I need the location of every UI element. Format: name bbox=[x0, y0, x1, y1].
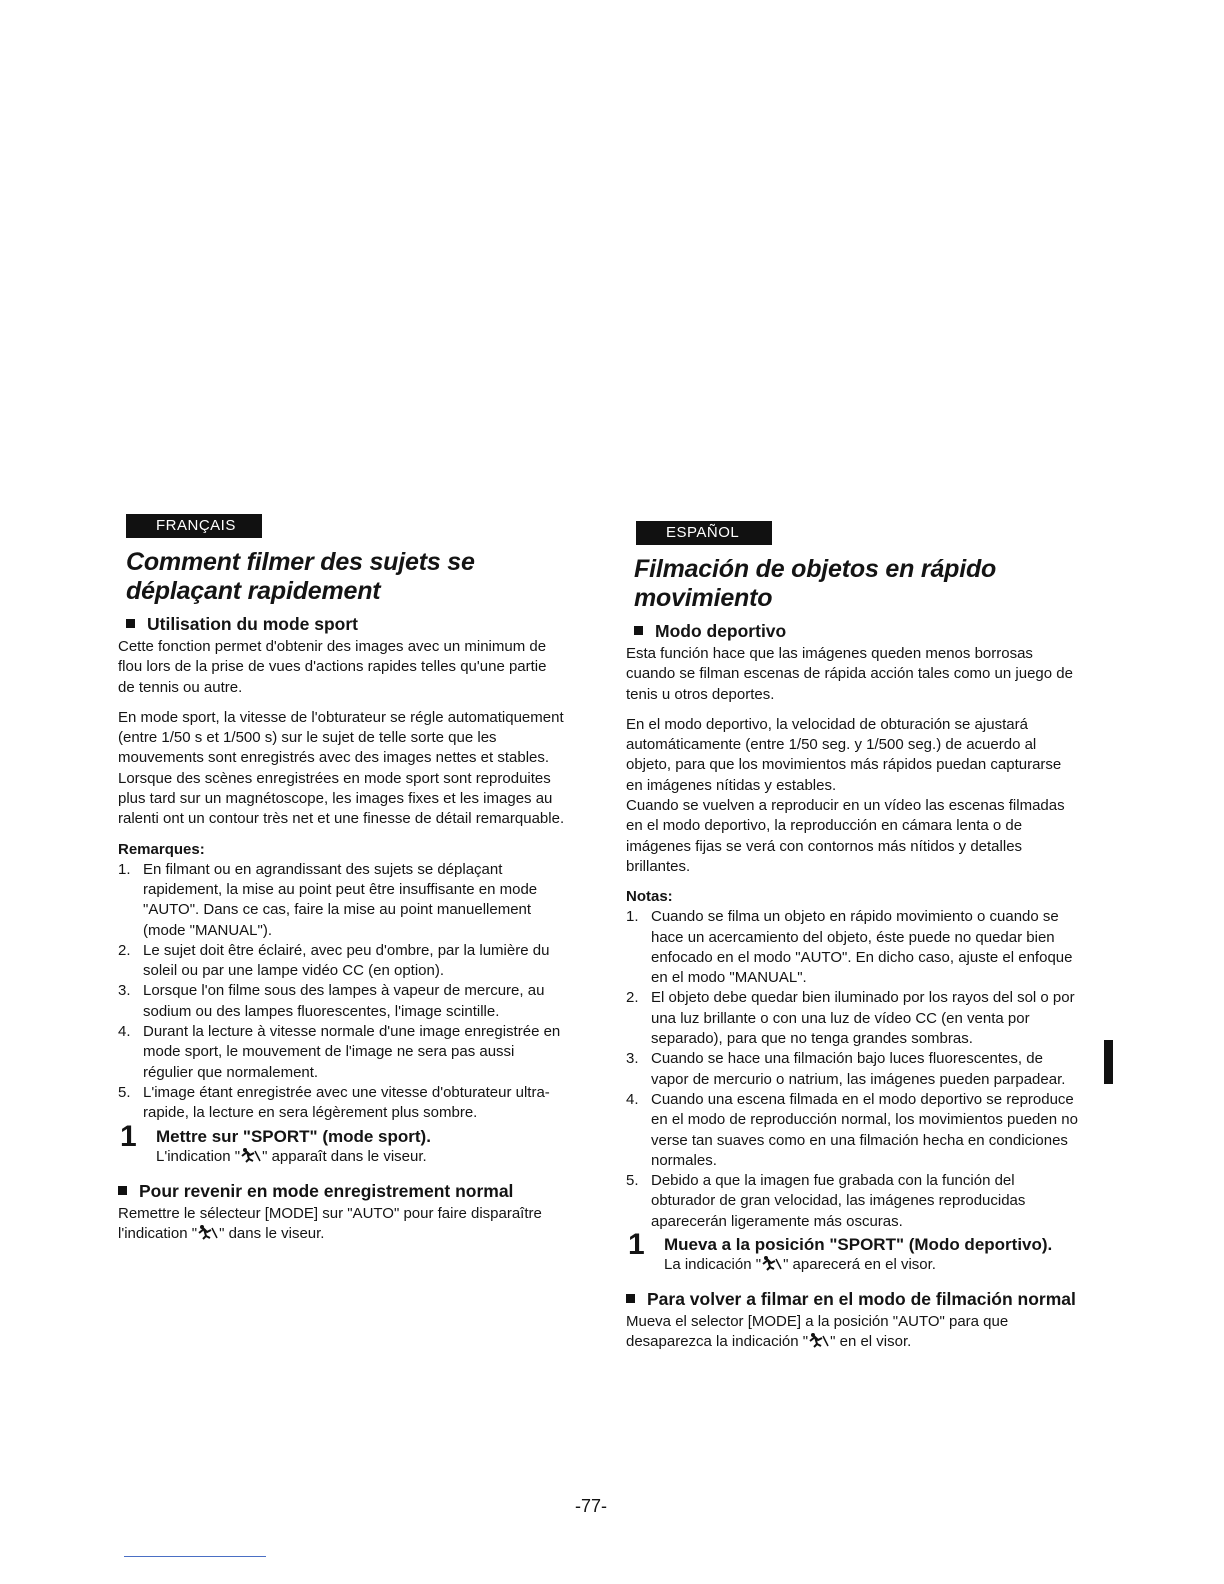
step-subtext: L'indication " " apparaît dans le viseur. bbox=[156, 1147, 566, 1169]
sport-mode-icon bbox=[761, 1255, 783, 1277]
list-item: 1. En filmant ou en agrandissant des sujets se déplaçant rapidement, la mise au point peut être insuffisante en mode "AUTO". Dans ce cas, faire la mise au point manuellement (mode "MANUAL"). bbox=[118, 860, 538, 939]
list-item: 5. Debido a que la imagen fue grabada con la función del obturador de gran velocidad, las imágenes reproducidas aparecerán ligeramente más oscuras. bbox=[626, 1172, 1026, 1230]
list-item: 3. Cuando se hace una filmación bajo luces fluorescentes, de vapor de mercurio o natrium, las imágenes pueden parpadear. bbox=[626, 1050, 1066, 1088]
spanish-title bbox=[634, 555, 1082, 613]
list-item: 2. El objeto debe quedar bien iluminado por los rayos del sol o por una luz brillante o con una luz de vídeo CC (en venta por separado), para que no tenga grandes sombras. bbox=[626, 989, 1075, 1048]
french-title bbox=[126, 548, 566, 606]
spanish-step-1 bbox=[626, 1228, 1082, 1277]
french-return-heading: Pour revenir en mode enregistrement normal bbox=[118, 1181, 566, 1202]
spanish-para-3: Cuando se vuelven a reproducir en un vídeo las escenas filmadas en el modo deportivo, la reproducción en cámara lenta o de imágenes fijas se verá con contornos más nítidos y detalles brillantes. bbox=[626, 797, 1065, 875]
page-edge-marker bbox=[1104, 1040, 1113, 1084]
bullet-square-icon bbox=[126, 619, 135, 628]
french-column bbox=[118, 514, 566, 1256]
french-notes-list bbox=[118, 860, 566, 1124]
page-number: -77- bbox=[575, 1496, 608, 1516]
bullet-square-icon bbox=[626, 1294, 635, 1303]
french-return-text: Remettre le sélecteur [MODE] sur "AUTO" pour faire disparaître l'indication " " dans le viseur. bbox=[118, 1204, 566, 1247]
french-step-1 bbox=[118, 1119, 566, 1169]
spanish-title-line1: Filmación de objetos en rápido bbox=[634, 555, 997, 583]
french-para-1: Cette fonction permet d'obtenir des images avec un minimum de flou lors de la prise de vues d'actions rapides telles qu'une partie de tennis ou autre. bbox=[118, 638, 547, 696]
language-tab-francais: FRANÇAIS bbox=[126, 514, 262, 538]
spanish-return-text: Mueva el selector [MODE] a la posición "AUTO" para que desaparezca la indicación " " en el visor. bbox=[626, 1312, 1082, 1355]
bullet-square-icon bbox=[118, 1186, 127, 1195]
list-item: 3. Lorsque l'on filme sous des lampes à vapeur de mercure, au sodium ou des lampes fluorescentes, l'image scintille. bbox=[118, 982, 545, 1020]
french-section-heading: Utilisation du mode sport bbox=[126, 614, 566, 635]
step-number: 1 bbox=[120, 1119, 137, 1153]
footer-rule bbox=[124, 1556, 266, 1557]
french-notes-heading: Remarques: bbox=[118, 840, 205, 858]
french-title-line1: Comment filmer des sujets se bbox=[126, 548, 475, 576]
list-item: 4. Durant la lecture à vitesse normale d'une image enregistrée en mode sport, le mouvement de l'image ne sera pas aussi régulier que normalement. bbox=[118, 1023, 561, 1081]
french-para-3: Lorsque des scènes enregistrées en mode sport sont reproduites plus tard sur un magnétoscope, les images fixes et les images au ralenti ont un contour très net et une finesse de détail remarquable. bbox=[118, 769, 565, 828]
spanish-return-heading: Para volver a filmar en el modo de filmación normal bbox=[626, 1289, 1082, 1310]
spanish-para-2: En el modo deportivo, la velocidad de obturación se ajustará automáticamente (entre 1/50 seg. y 1/500 seg.) de acuerdo al objeto, para que los movimientos más rápidos puedan capturarse en imágenes nítidas y estables. bbox=[626, 715, 1062, 794]
step-subtext: La indicación " " aparecerá en el visor. bbox=[664, 1255, 1082, 1277]
language-tab-espanol: ESPAÑOL bbox=[636, 521, 772, 545]
sport-mode-icon bbox=[808, 1332, 830, 1354]
french-para-2: En mode sport, la vitesse de l'obturateur se régle automatiquement (entre 1/50 s et 1/500 s) sur le sujet de telle sorte que les mouvements sont enregistrés avec des images nettes et stables. bbox=[118, 708, 564, 767]
list-item: 1. Cuando se filma un objeto en rápido movimiento o cuando se hace un acercamiento del objeto, éste puede no quedar bien enfocado en el modo "AUTO". En dicho caso, ajuste el enfoque en el modo "MANUAL". bbox=[626, 908, 1073, 987]
french-title-line2: déplaçant rapidement bbox=[126, 577, 381, 605]
bullet-square-icon bbox=[634, 626, 643, 635]
spanish-notes-heading: Notas: bbox=[626, 888, 673, 906]
spanish-column bbox=[626, 521, 1082, 1365]
list-item: 2. Le sujet doit être éclairé, avec peu d'ombre, par la lumière du soleil ou par une lampe vidéo CC (en option). bbox=[118, 941, 550, 980]
list-item: 4. Cuando una escena filmada en el modo deportivo se reproduce en el modo de reproducción normal, los movimientos pueden no verse tan suaves como en una filmación hecha en condiciones normales. bbox=[626, 1090, 1078, 1169]
spanish-title-line2: movimiento bbox=[634, 584, 773, 612]
spanish-notes-list bbox=[626, 907, 1082, 1232]
step-title: Mueva a la posición "SPORT" (Modo deportivo). bbox=[664, 1235, 1053, 1255]
step-title: Mettre sur "SPORT" (mode sport). bbox=[156, 1126, 431, 1146]
spanish-para-1: Esta función hace que las imágenes queden menos borrosas cuando se filman escenas de rápida acción tales como un juego de tenis u otros deportes. bbox=[626, 645, 1073, 703]
list-item: 5. L'image étant enregistrée avec une vitesse d'obturateur ultra-rapide, la lecture en sera légèrement plus sombre. bbox=[118, 1083, 550, 1122]
step-number: 1 bbox=[628, 1228, 645, 1262]
sport-mode-icon bbox=[240, 1147, 262, 1169]
sport-mode-icon bbox=[197, 1224, 219, 1246]
spanish-section-heading: Modo deportivo bbox=[634, 621, 1082, 642]
